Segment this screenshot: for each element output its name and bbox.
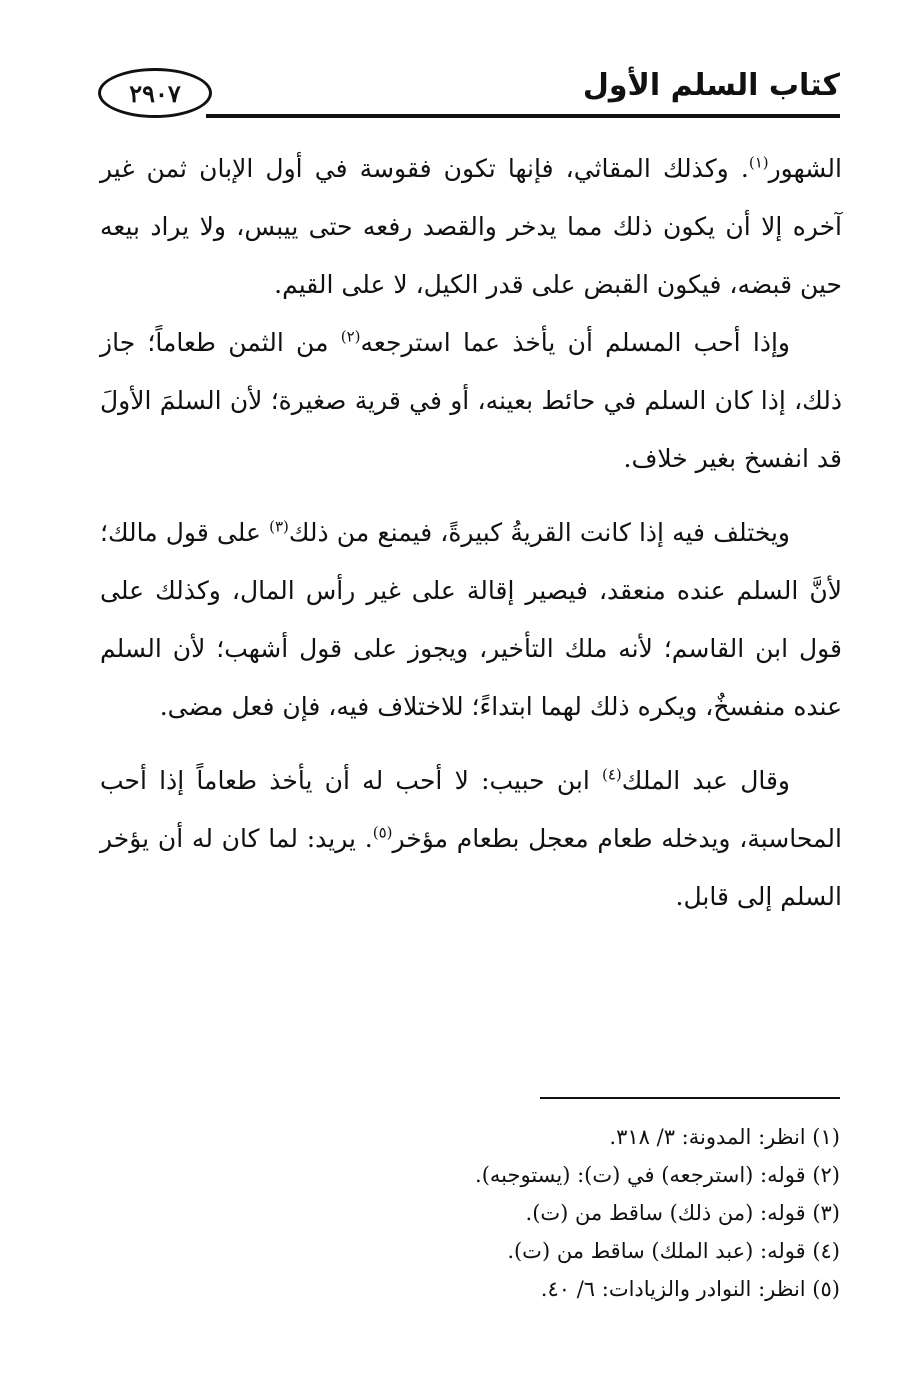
footnotes bbox=[100, 1118, 840, 1308]
paragraph-4-text-c: . يريد: لما كان له أن يؤخر السلم إلى قابل. bbox=[100, 824, 842, 911]
paragraph-4-text-a: وقال عبد الملك bbox=[621, 766, 790, 795]
paragraph-4-text-b: ابن حبيب: لا أحب له أن يأخذ طعاماً إذا أحب المحاسبة، ويدخله طعام معجل بطعام مؤخر bbox=[100, 766, 842, 853]
paragraph-2-text-a: وإذا أحب المسلم أن يأخذ عما استرجعه bbox=[360, 328, 790, 357]
footnote-5: (٥) انظر: النوادر والزيادات: ٦/ ٤٠. bbox=[540, 1277, 840, 1301]
footnote-ref-3: (٣) bbox=[269, 517, 289, 536]
footnote-ref-4: (٤) bbox=[602, 765, 622, 784]
footnote-3: (٣) قوله: (من ذلك) ساقط من (ت). bbox=[525, 1201, 840, 1225]
paragraph-3 bbox=[100, 504, 842, 736]
book-title: كتاب السلم الأول bbox=[582, 68, 840, 103]
page-header bbox=[98, 62, 840, 122]
paragraph-1-text-a: الشهور bbox=[768, 154, 842, 183]
footnote-2: (٢) قوله: (استرجعه) في (ت): (يستوجبه). bbox=[475, 1163, 840, 1187]
footnote-ref-1: (١) bbox=[748, 153, 769, 172]
page-number: ٢٩٠٧ bbox=[129, 78, 181, 108]
footnote-ref-5: (٥) bbox=[372, 823, 393, 842]
paragraph-2 bbox=[100, 314, 842, 488]
paragraph-3-text-a: ويختلف فيه إذا كانت القريةُ كبيرةً، فيمنع من ذلك bbox=[288, 518, 791, 547]
paragraph-2-text-b: من الثمن طعاماً؛ جاز ذلك، إذا كان السلم في حائط بعينه، أو في قرية صغيرة؛ لأن السلمَ الأولَ قد انفسخ بغير خلاف. bbox=[100, 328, 842, 473]
main-text bbox=[100, 140, 842, 926]
header-rule bbox=[206, 114, 840, 118]
footnote-1: (١) انظر: المدونة: ٣/ ٣١٨. bbox=[609, 1125, 840, 1149]
paragraph-3-text-b: على قول مالك؛ لأنَّ السلم عنده منعقد، فيصير إقالة على غير رأس المال، وكذلك على قول ابن القاسم؛ لأنه ملك التأخير، ويجوز على قول أشهب؛ لأن السلم عنده منفسخٌ، ويكره ذلك لهما ابتداءً؛ للاختلاف فيه، فإن فعل مضى. bbox=[100, 518, 842, 721]
paragraph-1 bbox=[100, 140, 842, 314]
footnote-separator bbox=[540, 1097, 840, 1099]
paragraph-1-text-b: . وكذلك المقاثي، فإنها تكون فقوسة في أول الإبان ثمن غير آخره إلا أن يكون ذلك مما يدخر والقصد رفعه حتى ييبس، ولا يراد بيعه حين قبضه، فيكون القبض على قدر الكيل، لا على القيم. bbox=[100, 154, 842, 299]
paragraph-4 bbox=[100, 752, 842, 926]
page-number-badge bbox=[98, 68, 212, 118]
footnote-4: (٤) قوله: (عبد الملك) ساقط من (ت). bbox=[507, 1239, 840, 1263]
footnote-ref-2: (٢) bbox=[340, 327, 361, 346]
